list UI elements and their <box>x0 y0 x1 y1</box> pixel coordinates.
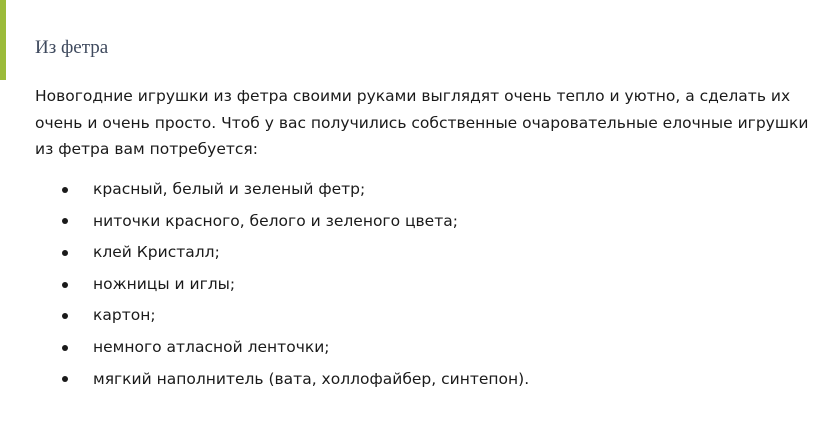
bullet-icon <box>62 376 68 382</box>
intro-paragraph: Новогодние игрушки из фетра своими руками выглядят очень тепло и уютно, а сделать их очень и очень просто. Чтоб у вас получились собственные очаровательные елочные игрушки из фетра вам потребуется: <box>35 87 809 158</box>
list-item-text: ножницы и иглы; <box>93 274 236 293</box>
accent-bar <box>0 0 6 80</box>
list-item <box>35 237 529 269</box>
list-item <box>35 174 529 206</box>
list-item-text: картон; <box>93 306 156 325</box>
bullet-icon <box>62 313 68 319</box>
bullet-icon <box>62 345 68 351</box>
list-item <box>35 269 529 301</box>
bullet-icon <box>62 282 68 288</box>
list-item <box>35 332 529 364</box>
section-title: Из фетра <box>35 37 109 58</box>
bullet-icon <box>62 187 68 193</box>
list-item-text: красный, белый и зеленый фетр; <box>93 180 366 198</box>
list-item <box>35 206 529 238</box>
list-item-text: мягкий наполнитель (вата, холлофайбер, синтепон). <box>93 369 530 388</box>
bullet-icon <box>62 218 68 224</box>
bullet-icon <box>62 250 68 256</box>
list-item-text: немного атласной ленточки; <box>93 337 330 356</box>
list-item-text: ниточки красного, белого и зеленого цвета; <box>93 211 458 230</box>
list-item <box>35 364 529 396</box>
materials-list <box>35 174 529 395</box>
list-item-text: клей Кристалл; <box>93 243 220 262</box>
list-item <box>35 300 529 332</box>
